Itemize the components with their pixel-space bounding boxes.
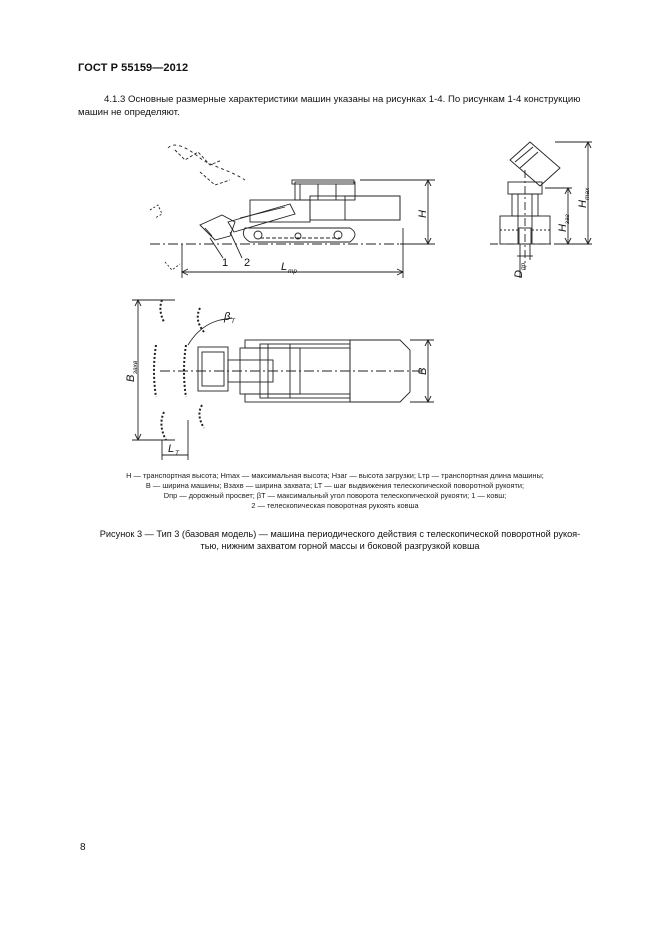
length-label: L — [281, 261, 288, 273]
width-capture-label-sub: захв — [132, 360, 139, 374]
end-view — [490, 142, 592, 278]
side-view-labels — [222, 210, 429, 275]
end-view-labels — [513, 187, 591, 278]
legend-line-1: H — транспортная высота; Hmax — максимальная высота; Hзаг — высота загрузки; Lтр — транспортная длина машины; — [126, 471, 544, 480]
legend-line-2: B — ширина машины; Bзахв — ширина захвата; LT — шаг выдвижения телескопической поворотной рукояти; — [145, 481, 525, 490]
legend-line-3: Dпр — дорожный просвет; βT — максимальный угол поворота телескопической рукояти; 1 — ковш; — [163, 491, 507, 500]
plan-view — [132, 300, 434, 460]
plan-view-labels — [125, 311, 429, 457]
hzag-label: H — [557, 224, 569, 232]
figure-caption — [80, 528, 600, 552]
side-view — [150, 145, 435, 278]
width-capture-label: B — [125, 374, 137, 382]
step-label-sub: T — [175, 450, 179, 457]
callout-1: 1 — [222, 257, 229, 269]
caption-line-2: тью, нижним захватом горной массы и боковой разгрузкой ковша — [200, 541, 480, 551]
legend-line-4: 2 — телескопическая поворотная рукоять ковша — [251, 501, 419, 510]
height-label: H — [417, 210, 429, 218]
hmax-label: H — [577, 200, 589, 208]
width-label: B — [417, 367, 429, 375]
hmax-label-sub: max — [584, 187, 591, 200]
clearance-label-sub: пр — [520, 262, 527, 270]
page-number: 8 — [80, 842, 86, 853]
angle-label-sub: T — [231, 318, 235, 325]
length-label-sub: тр — [288, 268, 297, 275]
intro-paragraph: 4.1.3 Основные размерные характеристики машин указаны на рисунках 1-4. По рисункам 1-4 конструкцию машин не определяют. — [78, 94, 581, 118]
caption-line-1: Рисунок 3 — Тип 3 (базовая модель) — машина периодического действия с телескопической поворотной рукоя- — [99, 529, 581, 539]
document-header: ГОСТ Р 55159—2012 — [78, 62, 189, 74]
figure-legend — [90, 471, 580, 511]
callout-2: 2 — [244, 257, 251, 269]
step-label: L — [168, 443, 175, 455]
hzag-label-sub: заг — [564, 214, 571, 224]
angle-label: β — [224, 311, 231, 323]
clearance-label: D — [513, 270, 525, 278]
